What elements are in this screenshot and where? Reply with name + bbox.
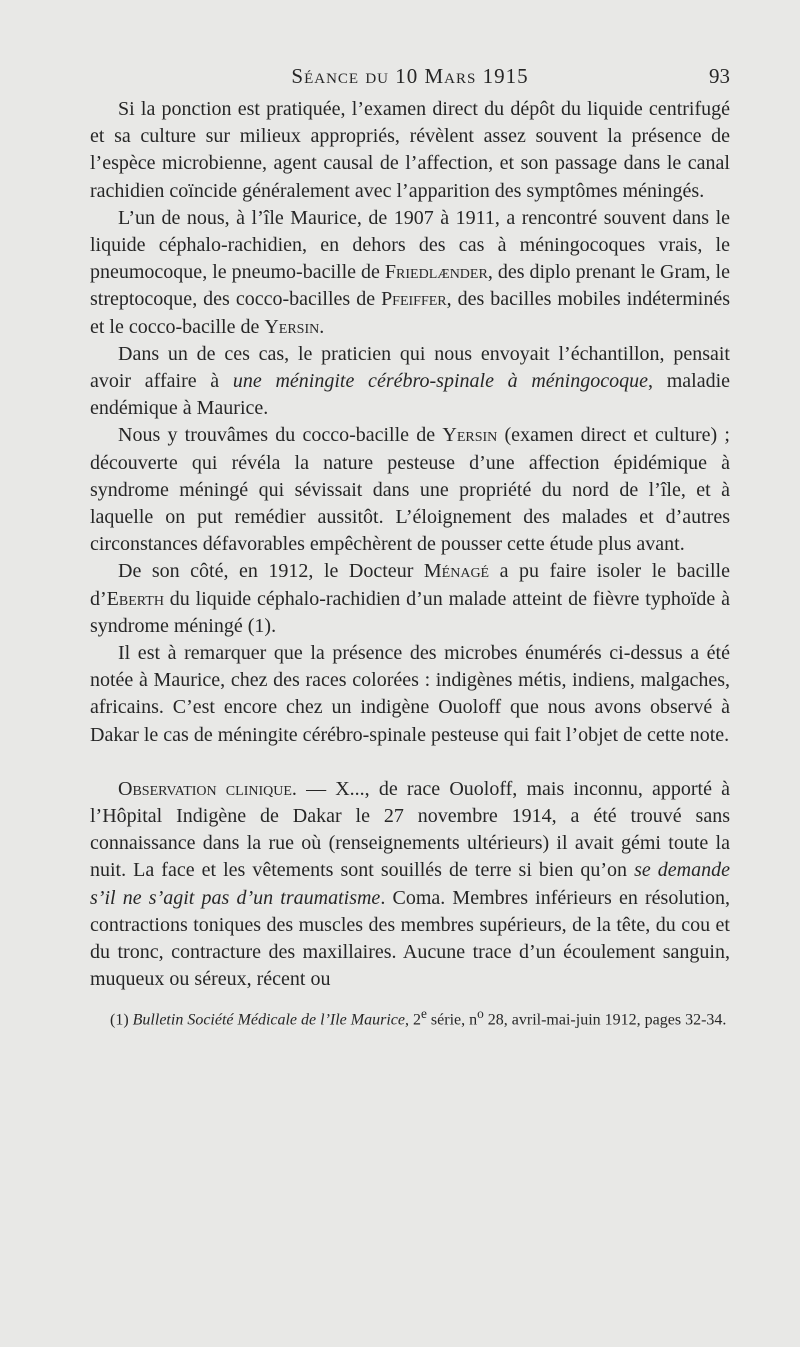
footnotes <box>90 1004 730 1030</box>
page-header <box>90 60 730 96</box>
footnote-superscript: e <box>420 1005 427 1021</box>
paragraph-observation <box>90 776 730 994</box>
paragraph-3-italic: une méningite cérébro-spinale à méningocoque <box>232 370 648 393</box>
running-head: Séance du 10 Mars 1915 <box>291 64 529 88</box>
paragraph-4 <box>90 422 730 558</box>
name-yersin-2: Yersin <box>442 424 498 447</box>
footnote-journal: Bulletin Société Médicale de l’Ile Maurice <box>132 1010 405 1028</box>
paragraph-4-text-2: (examen direct et culture) ; découverte qui révéla la nature pesteuse d’une affection épidémique à syndrome méningé qui sévissait dans une propriété du nord de l’île, et à laquelle on put remédier aussitôt. L’éloignement des malades et d’autres circonstances défavorables empêchèrent de pousser cette étude plus avant. <box>90 424 730 556</box>
footnote-middle: série, n <box>426 1010 478 1028</box>
observation-text-1: X..., de race Ouoloff, mais inconnu, apporté à l’Hôpital Indigène de Dakar le 27 novembre 1914, a été trouvé sans connaissance dans la rue où (renseignements ultérieurs) il avait gémi toute la nuit. La face et les vêtements sont souillés de terre si bien qu’on <box>90 777 731 882</box>
paragraph-3 <box>90 341 730 423</box>
footnote-sep: , 2 <box>404 1010 421 1028</box>
paragraph-5-text-2: a pu faire isoler le bacille d’ <box>90 560 730 610</box>
paragraph-5-text-1: De son côté, en 1912, le Docteur <box>118 560 424 583</box>
paragraph-1: Si la ponction est pratiquée, l’examen direct du dépôt du liquide centrifugé et sa culture sur milieux appropriés, révèlent assez souvent la présence de l’espèce microbienne, agent causal de l’affection, et son passage dans le canal rachidien coïncide généralement avec l’apparition des symptômes méningés. <box>90 98 730 202</box>
footnote-superscript-2: o <box>477 1005 484 1021</box>
name-menage: Ménagé <box>423 560 490 583</box>
observation-italic: se demande s’il ne s’agit pas d’un traumatisme <box>90 859 730 909</box>
book-page <box>90 60 730 1030</box>
paragraph-3-text-1: Dans un de ces cas, le praticien qui nous envoyait l’échantillon, pensait avoir affaire à <box>90 342 730 393</box>
body-text <box>90 96 730 994</box>
name-eberth: Eberth <box>106 587 164 610</box>
paragraph-5-text-3: du liquide céphalo-rachidien d’un malade atteint de fièvre typhoïde à syndrome méningé (1). <box>90 587 730 637</box>
observation-heading: Observation clinique. <box>118 777 297 800</box>
paragraph-4-text-1: Nous y trouvâmes du cocco-bacille de <box>118 424 443 447</box>
paragraph-2-text-2: , des diplo prenant le Gram, le streptocoque, des cocco-bacilles de <box>90 261 730 311</box>
paragraph-2-text-1: L’un de nous, à l’île Maurice, de 1907 à 1911, a rencontré souvent dans le liquide céphalo-rachidien, en dehors des cas à méningocoques vrais, le pneumocoque, le pneumo-bacille de <box>90 206 730 284</box>
name-friedlaender: Friedlænder <box>384 261 488 284</box>
footnote-marker: (1) <box>110 1010 133 1028</box>
paragraph-2-text-3: , des bacilles mobiles indéterminés et le cocco-bacille de <box>90 288 730 338</box>
paragraph-2 <box>90 205 730 341</box>
paragraph-5 <box>90 558 730 640</box>
observation-text-2: . Coma. Membres inférieurs en résolution, contractions toniques des muscles des membres supérieurs, de la tête, du cou et du tronc, contracture des maxillaires. Aucune trace d’un écoulement sanguin, muqueux ou séreux, récent ou <box>90 886 730 991</box>
footnote-1 <box>90 1004 730 1030</box>
page-number: 93 <box>709 64 730 88</box>
name-pfeiffer: Pfeiffer <box>381 288 447 311</box>
observation-dash: — <box>296 777 336 800</box>
name-yersin: Yersin <box>264 315 320 338</box>
paragraph-6: Il est à remarquer que la présence des microbes énumérés ci-dessus a été notée à Maurice, chez des races colorées : indigènes métis, indiens, malgaches, africains. C’est encore chez un indigène Ouoloff que nous avons observé à Dakar le cas de méningite cérébro-spinale pesteuse qui fait l’objet de cette note. <box>90 642 730 746</box>
footnote-end: 28, avril-mai-juin 1912, pages 32-34. <box>483 1010 727 1028</box>
paragraph-3-text-2: , maladie endémique à Maurice. <box>90 370 731 420</box>
paragraph-2-text-4: . <box>319 315 325 338</box>
